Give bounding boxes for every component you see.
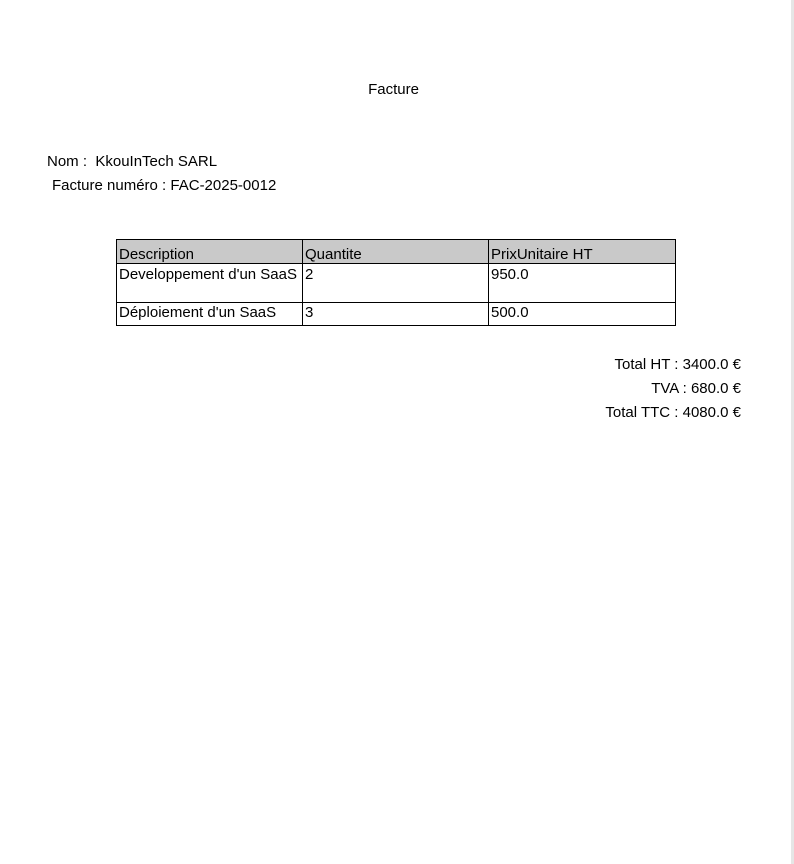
table-row <box>117 303 676 326</box>
column-header-description: Description <box>117 240 303 264</box>
invoice-title: Facture <box>368 81 419 98</box>
total-ht: Total HT : 3400.0 € <box>614 356 741 373</box>
invoice-number-label: Facture numéro : <box>52 177 171 194</box>
total-tva: TVA : 680.0 € <box>651 380 741 397</box>
cell-quantity: 2 <box>303 264 489 303</box>
cell-description: Déploiement d'un SaaS <box>117 303 303 326</box>
column-header-quantity: Quantite <box>303 240 489 264</box>
client-name-label: Nom : <box>47 153 92 170</box>
table-header-row <box>117 240 676 264</box>
client-name-value: KkouInTech SARL <box>95 153 218 170</box>
cell-unit-price: 500.0 <box>489 303 676 326</box>
total-ttc: Total TTC : 4080.0 € <box>605 404 741 421</box>
column-header-unit-price: PrixUnitaire HT <box>489 240 676 264</box>
invoice-items-table <box>116 239 676 326</box>
invoice-number-line <box>52 177 276 195</box>
client-name-line <box>47 153 217 171</box>
table-row <box>117 264 676 303</box>
invoice-number-value: FAC-2025-0012 <box>170 177 277 194</box>
cell-quantity: 3 <box>303 303 489 326</box>
cell-unit-price: 950.0 <box>489 264 676 303</box>
cell-description: Developpement d'un SaaS <box>117 264 303 303</box>
totals-block <box>605 353 741 425</box>
